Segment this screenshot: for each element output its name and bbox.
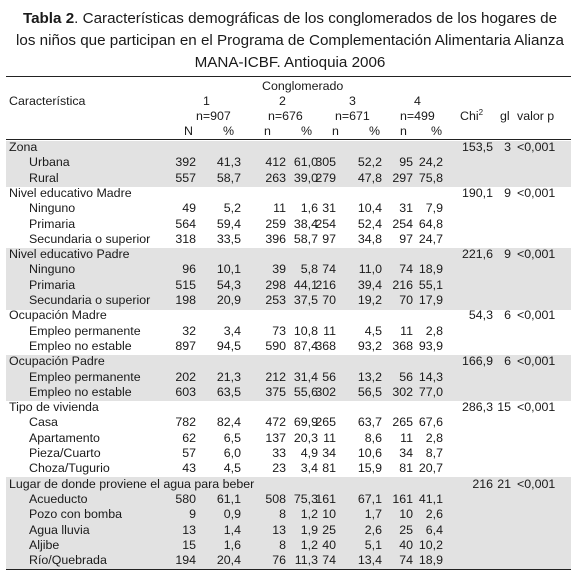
count-cell: 74 <box>399 553 413 568</box>
gl-cell: 9 <box>504 185 511 200</box>
percent-cell: 2,8 <box>425 323 443 338</box>
cluster-4-number: 4 <box>414 94 421 108</box>
count-cell: 198 <box>175 293 196 307</box>
count-cell: 81 <box>322 461 336 476</box>
percent-cell: 15,9 <box>357 461 382 476</box>
count-cell: 15 <box>182 537 196 552</box>
cluster-4-count-label: n <box>400 124 407 138</box>
count-cell: 33 <box>272 446 286 460</box>
percent-cell: 0,9 <box>223 507 241 522</box>
percent-cell: 67,1 <box>357 491 382 506</box>
percent-cell: 93,2 <box>357 338 382 353</box>
count-cell: 263 <box>265 170 286 185</box>
percent-cell: 17,9 <box>418 293 443 307</box>
p-value-cell: <0,001 <box>517 185 556 200</box>
header-gl: gl <box>500 109 510 123</box>
cluster-1-size: n=907 <box>196 109 231 123</box>
percent-cell: 1,4 <box>223 522 241 537</box>
percent-cell: 13,2 <box>357 369 382 384</box>
count-cell: 212 <box>265 369 286 384</box>
count-cell: 194 <box>175 553 196 568</box>
header-chi-sup: 2 <box>478 107 484 117</box>
percent-cell: 20,9 <box>216 293 241 307</box>
caption-text-1: . Características demográficas de los conglomerados de los hogares de <box>74 10 558 27</box>
percent-cell: 14,3 <box>418 369 443 384</box>
percent-cell: 1,7 <box>364 507 382 522</box>
row-label: Empleo permanente <box>29 369 141 384</box>
percent-cell: 52,2 <box>357 155 382 170</box>
percent-cell: 3,4 <box>223 323 241 338</box>
percent-cell: 1,2 <box>300 507 318 522</box>
count-cell: 161 <box>392 491 413 506</box>
row-label: Choza/Tugurio <box>29 461 110 476</box>
category-label: Nivel educativo Madre <box>9 185 132 200</box>
percent-cell: 67,6 <box>418 415 443 430</box>
percent-cell: 55,6 <box>293 384 318 399</box>
cluster-1-number: 1 <box>203 94 210 108</box>
percent-cell: 54,3 <box>216 277 241 292</box>
percent-cell: 75,8 <box>418 170 443 185</box>
category-label: Tipo de vivienda <box>9 400 99 415</box>
cluster-3-size: n=671 <box>335 109 370 123</box>
count-cell: 11 <box>323 323 336 338</box>
cluster-3-count-label: n <box>332 124 339 138</box>
percent-cell: 1,9 <box>300 522 318 537</box>
p-value-cell: <0,001 <box>517 140 556 154</box>
count-cell: 253 <box>265 293 286 307</box>
count-cell: 70 <box>399 293 413 307</box>
count-cell: 265 <box>315 415 336 430</box>
cluster-1-pct-label: % <box>223 124 235 138</box>
percent-cell: 2,6 <box>364 522 382 537</box>
percent-cell: 58,7 <box>293 231 318 246</box>
row-label: Primaria <box>29 277 76 292</box>
count-cell: 254 <box>392 216 413 231</box>
count-cell: 297 <box>392 170 413 185</box>
percent-cell: 1,6 <box>223 537 241 552</box>
count-cell: 515 <box>175 277 196 292</box>
cluster-4-size: n=499 <box>400 109 435 123</box>
count-cell: 74 <box>322 262 336 277</box>
percent-cell: 69,9 <box>293 415 318 430</box>
percent-cell: 58,7 <box>216 170 241 185</box>
cluster-4-pct-label: % <box>431 124 443 138</box>
chi-square-cell: 221,6 <box>461 247 493 262</box>
count-cell: 11 <box>400 430 413 445</box>
count-cell: 302 <box>315 384 336 399</box>
percent-cell: 4,9 <box>300 446 318 460</box>
percent-cell: 10,2 <box>418 537 443 552</box>
percent-cell: 11,0 <box>358 262 382 277</box>
gl-cell: 6 <box>504 354 511 369</box>
count-cell: 43 <box>182 461 196 476</box>
count-cell: 74 <box>322 553 336 568</box>
percent-cell: 10,4 <box>357 201 382 216</box>
percent-cell: 41,1 <box>418 491 443 506</box>
percent-cell: 21,3 <box>216 369 241 384</box>
row-label: Aljibe <box>29 537 60 552</box>
cluster-2-pct-label: % <box>301 124 313 138</box>
row-label: Empleo no estable <box>29 384 132 399</box>
count-cell: 10 <box>399 507 413 522</box>
percent-cell: 10,6 <box>357 446 382 460</box>
percent-cell: 3,4 <box>300 461 318 476</box>
percent-cell: 39,0 <box>293 170 318 185</box>
count-cell: 472 <box>265 415 286 430</box>
percent-cell: 1,2 <box>300 537 318 552</box>
percent-cell: 13,4 <box>357 553 382 568</box>
gl-cell: 15 <box>497 400 511 415</box>
percent-cell: 31,4 <box>293 369 318 384</box>
chi-square-cell: 216 <box>472 476 493 491</box>
count-cell: 74 <box>399 262 413 277</box>
count-cell: 897 <box>175 338 196 353</box>
count-cell: 9 <box>189 507 196 522</box>
count-cell: 39 <box>272 262 286 277</box>
percent-cell: 19,2 <box>357 293 382 307</box>
count-cell: 57 <box>182 446 196 460</box>
row-label: Primaria <box>29 216 76 231</box>
percent-cell: 20,3 <box>293 430 318 445</box>
percent-cell: 2,8 <box>425 430 443 445</box>
row-label: Ninguno <box>29 201 76 216</box>
percent-cell: 59,4 <box>216 216 241 231</box>
count-cell: 8 <box>279 537 286 552</box>
count-cell: 40 <box>399 537 413 552</box>
caption-line-3: MANA-ICBF. Antioquia 2006 <box>194 54 386 71</box>
count-cell: 31 <box>322 201 336 216</box>
table-caption <box>6 8 574 74</box>
chi-square-cell: 286,3 <box>461 400 493 415</box>
row-label: Secundaria o superior <box>29 293 151 307</box>
count-cell: 590 <box>265 338 286 353</box>
top-rule <box>6 76 571 77</box>
count-cell: 11 <box>400 323 413 338</box>
percent-cell: 38,4 <box>293 216 318 231</box>
percent-cell: 20,7 <box>418 461 443 476</box>
percent-cell: 56,5 <box>357 384 382 399</box>
row-label: Empleo no estable <box>29 338 132 353</box>
row-label: Acueducto <box>29 491 88 506</box>
percent-cell: 18,9 <box>418 553 443 568</box>
count-cell: 265 <box>392 415 413 430</box>
count-cell: 564 <box>175 216 196 231</box>
percent-cell: 5,8 <box>300 262 318 277</box>
count-cell: 49 <box>182 201 196 216</box>
count-cell: 782 <box>175 415 196 430</box>
chi-square-cell: 166,9 <box>461 354 493 369</box>
row-label: Secundaria o superior <box>29 231 151 246</box>
count-cell: 13 <box>182 522 196 537</box>
count-cell: 96 <box>182 262 196 277</box>
percent-cell: 52,4 <box>357 216 382 231</box>
count-cell: 34 <box>322 446 336 460</box>
count-cell: 318 <box>175 231 196 246</box>
row-label: Rural <box>29 170 59 185</box>
cluster-3-pct-label: % <box>369 124 381 138</box>
row-label: Urbana <box>29 155 70 170</box>
count-cell: 11 <box>273 201 286 216</box>
caption-line-2: los niños que participan en el Programa de Complementación Alimentaria Alianza <box>16 32 564 49</box>
caption-line-1 <box>6 8 574 30</box>
p-value-cell: <0,001 <box>517 400 556 415</box>
percent-cell: 11,3 <box>294 553 318 568</box>
category-label: Ocupación Madre <box>9 308 107 323</box>
count-cell: 56 <box>322 369 336 384</box>
p-value-cell: <0,001 <box>517 308 556 323</box>
count-cell: 161 <box>315 491 336 506</box>
p-value-cell: <0,001 <box>517 247 556 262</box>
percent-cell: 8,6 <box>364 430 382 445</box>
row-label: Empleo permanente <box>29 323 141 338</box>
header-characteristic: Característica <box>9 94 86 108</box>
cluster-2-count-label: n <box>264 124 271 138</box>
percent-cell: 82,4 <box>216 415 241 430</box>
percent-cell: 63,7 <box>357 415 382 430</box>
count-cell: 259 <box>265 216 286 231</box>
percent-cell: 4,5 <box>223 461 241 476</box>
count-cell: 216 <box>315 277 336 292</box>
count-cell: 76 <box>272 553 286 568</box>
count-cell: 32 <box>182 323 196 338</box>
percent-cell: 1,6 <box>300 201 318 216</box>
percent-cell: 77,0 <box>418 384 443 399</box>
percent-cell: 6,5 <box>223 430 241 445</box>
count-cell: 298 <box>265 277 286 292</box>
percent-cell: 87,4 <box>293 338 318 353</box>
gl-cell: 21 <box>497 476 511 491</box>
count-cell: 580 <box>175 491 196 506</box>
count-cell: 56 <box>399 369 413 384</box>
row-label: Casa <box>29 415 58 430</box>
count-cell: 95 <box>399 155 413 170</box>
count-cell: 557 <box>175 170 196 185</box>
percent-cell: 5,1 <box>364 537 382 552</box>
p-value-cell: <0,001 <box>517 354 556 369</box>
percent-cell: 55,1 <box>418 277 443 292</box>
percent-cell: 61,1 <box>216 491 241 506</box>
percent-cell: 34,8 <box>357 231 382 246</box>
percent-cell: 6,0 <box>223 446 241 460</box>
bottom-rule <box>6 569 571 570</box>
percent-cell: 10,8 <box>293 323 318 338</box>
count-cell: 97 <box>399 231 413 246</box>
count-cell: 279 <box>315 170 336 185</box>
count-cell: 396 <box>265 231 286 246</box>
gl-cell: 9 <box>504 247 511 262</box>
header-chi-label: Chi <box>460 109 479 123</box>
row-label: Pozo con bomba <box>29 507 122 522</box>
category-label: Ocupación Padre <box>9 354 105 369</box>
row-label: Ninguno <box>29 262 76 277</box>
p-value-cell: <0,001 <box>517 476 556 491</box>
chi-square-cell: 190,1 <box>461 185 493 200</box>
header-p: valor p <box>517 109 555 123</box>
percent-cell: 93,9 <box>418 338 443 353</box>
count-cell: 40 <box>322 537 336 552</box>
header-chi <box>460 109 483 124</box>
chi-square-cell: 54,3 <box>468 308 493 323</box>
cluster-2-size: n=676 <box>268 109 303 123</box>
count-cell: 31 <box>399 201 413 216</box>
count-cell: 81 <box>399 461 413 476</box>
percent-cell: 10,1 <box>216 262 241 277</box>
percent-cell: 24,7 <box>418 231 443 246</box>
chi-square-cell: 153,5 <box>461 140 493 154</box>
percent-cell: 20,4 <box>216 553 241 568</box>
percent-cell: 2,6 <box>425 507 443 522</box>
row-label: Pieza/Cuarto <box>29 446 101 460</box>
row-label: Apartamento <box>29 430 100 445</box>
percent-cell: 5,2 <box>223 201 241 216</box>
percent-cell: 18,9 <box>418 262 443 277</box>
percent-cell: 37,5 <box>293 293 318 307</box>
count-cell: 25 <box>322 522 336 537</box>
count-cell: 508 <box>265 491 286 506</box>
percent-cell: 4,5 <box>364 323 382 338</box>
cluster-1-count-label: N <box>184 124 193 138</box>
count-cell: 305 <box>315 155 336 170</box>
count-cell: 23 <box>272 461 286 476</box>
count-cell: 254 <box>315 216 336 231</box>
count-cell: 368 <box>392 338 413 353</box>
gl-cell: 6 <box>504 308 511 323</box>
count-cell: 97 <box>322 231 336 246</box>
category-label: Nivel educativo Padre <box>9 247 130 262</box>
count-cell: 202 <box>175 369 196 384</box>
cluster-3-number: 3 <box>349 94 356 108</box>
percent-cell: 33,5 <box>216 231 241 246</box>
percent-cell: 44,1 <box>293 277 318 292</box>
count-cell: 375 <box>265 384 286 399</box>
percent-cell: 24,2 <box>418 155 443 170</box>
gl-cell: 3 <box>504 140 511 154</box>
count-cell: 412 <box>265 155 286 170</box>
count-cell: 70 <box>322 293 336 307</box>
percent-cell: 61,0 <box>293 155 318 170</box>
percent-cell: 41,3 <box>216 155 241 170</box>
cluster-2-number: 2 <box>279 94 286 108</box>
row-label: Río/Quebrada <box>29 553 107 568</box>
category-label: Lugar de donde proviene el agua para beber <box>9 476 255 491</box>
count-cell: 13 <box>272 522 286 537</box>
percent-cell: 6,4 <box>425 522 443 537</box>
row-label: Agua lluvia <box>29 522 90 537</box>
group-title: Conglomerado <box>262 79 344 93</box>
count-cell: 368 <box>315 338 336 353</box>
category-label: Zona <box>9 140 38 154</box>
percent-cell: 8,7 <box>425 446 443 460</box>
count-cell: 10 <box>322 507 336 522</box>
count-cell: 11 <box>323 430 336 445</box>
count-cell: 8 <box>279 507 286 522</box>
percent-cell: 75,3 <box>293 491 318 506</box>
count-cell: 603 <box>175 384 196 399</box>
count-cell: 302 <box>392 384 413 399</box>
count-cell: 34 <box>399 446 413 460</box>
percent-cell: 94,5 <box>216 338 241 353</box>
percent-cell: 63,5 <box>216 384 241 399</box>
percent-cell: 47,8 <box>357 170 382 185</box>
caption-label: Tabla 2 <box>22 10 75 27</box>
percent-cell: 7,9 <box>425 201 443 216</box>
count-cell: 392 <box>175 155 196 170</box>
percent-cell: 39,4 <box>357 277 382 292</box>
count-cell: 137 <box>265 430 286 445</box>
count-cell: 216 <box>392 277 413 292</box>
percent-cell: 64,8 <box>418 216 443 231</box>
count-cell: 62 <box>182 430 196 445</box>
count-cell: 25 <box>399 522 413 537</box>
count-cell: 73 <box>272 323 286 338</box>
